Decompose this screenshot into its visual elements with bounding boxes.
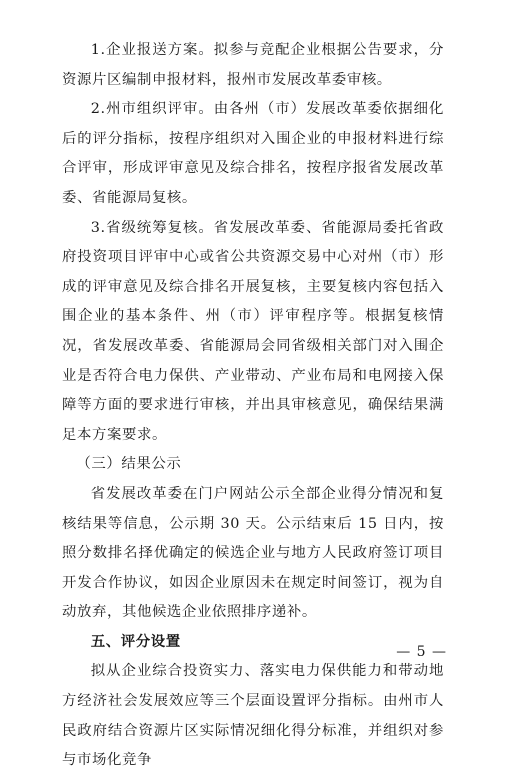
paragraph-results-publicity: 省发展改革委在门户网站公示全部企业得分情况和复核结果等信息，公示期 30 天。公示结束后 15 日内，按照分数排名择优确定的候选企业与地方人民政府签订项目开发合作协议，如因企业原因未在规定时间签订，视为自动放弃，其他候选企业依照排序递补。 bbox=[62, 485, 444, 621]
paragraph-scoring-setup: 拟从企业综合投资实力、落实电力保供能力和带动地方经济社会发展效应等三个层面设置评分指标。由州市人民政府结合资源片区实际情况细化得分标准，并组织对参与市场化竞争 bbox=[62, 663, 444, 769]
paragraph-prefecture-review: 2.州市组织评审。由各州（市）发展改革委依据细化后的评分指标，按程序组织对入围企业的申报材料进行综合评审，形成评审意见及综合排名，按程序报省发展改革委、省能源局复核。 bbox=[62, 101, 444, 206]
paragraph-provincial-recheck: 3.省级统筹复核。省发展改革委、省能源局委托省政府投资项目评审中心或省公共资源交易中心对州（市）形成的评审意见及综合排名开展复核，主要复核内容包括入围企业的基本条件、州（市）评审程序等。根据复核情况，省发展改革委、省能源局会同省级相关部门对入围企业是否符合电力保供、产业带动、产业布局和电网接入保障等方面的要求进行审核，并出具审核意见，确保结果满足本方案要求。 bbox=[62, 219, 444, 443]
paragraph-enterprise-submission: 1.企业报送方案。拟参与竞配企业根据公告要求，分资源片区编制申报材料，报州市发展改革委审核。 bbox=[62, 42, 444, 88]
page-number: — 5 — bbox=[396, 644, 447, 660]
document-body bbox=[62, 36, 444, 776]
section-heading-scoring: 五、评分设置 bbox=[90, 633, 181, 650]
subheading-results-publicity: （三）结果公示 bbox=[76, 456, 182, 473]
